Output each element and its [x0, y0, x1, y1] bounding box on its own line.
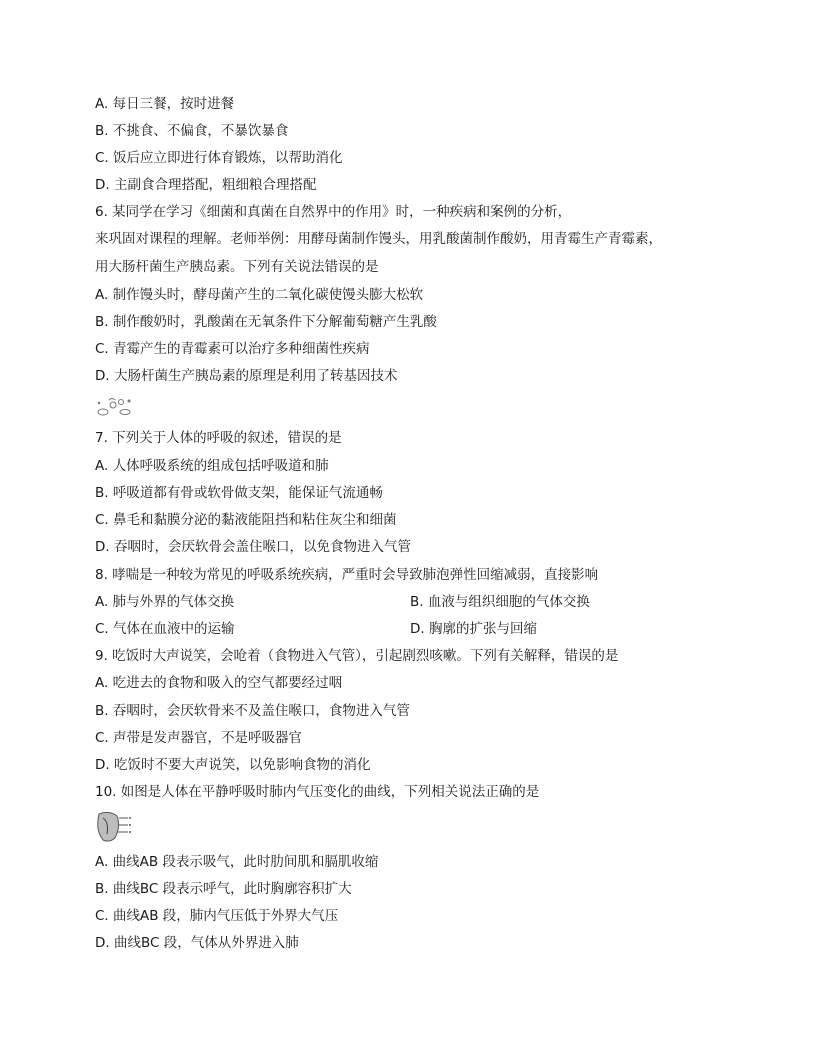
q6-stem-line-3: 用大肠杆菌生产胰岛素。下列有关说法错误的是 — [95, 259, 379, 275]
q8-option-d: D. 胸廓的扩张与回缩 — [410, 621, 537, 637]
q10-option-c: C. 曲线AB 段，肺内气压低于外界大气压 — [95, 908, 339, 924]
q8-option-c: C. 气体在血液中的运输 — [95, 621, 235, 637]
q5-option-b: B. 不挑食、不偏食，不暴饮暴食 — [95, 123, 289, 139]
q10-stem: 10. 如图是人体在平静呼吸时肺内气压变化的曲线，下列相关说法正确的是 — [95, 784, 540, 800]
q9-stem: 9. 吃饭时大声说笑，会呛着（食物进入气管），引起剧烈咳嗽。下列有关解释，错误的是 — [95, 648, 619, 664]
q9-option-c: C. 声带是发声器官，不是呼吸器官 — [95, 730, 303, 746]
q7-option-d: D. 吞咽时，会厌软骨会盖住喉口，以免食物进入气管 — [95, 539, 411, 555]
q7-option-c: C. 鼻毛和黏膜分泌的黏液能阻挡和粘住灰尘和细菌 — [95, 512, 397, 528]
q6-option-c: C. 青霉产生的青霉素可以治疗多种细菌性疾病 — [95, 341, 370, 357]
q9-option-b: B. 吞咽时，会厌软骨来不及盖住喉口，食物进入气管 — [95, 703, 410, 719]
q7-stem: 7. 下列关于人体的呼吸的叙述，错误的是 — [95, 430, 342, 446]
q8-stem: 8. 哮喘是一种较为常见的呼吸系统疾病，严重时会导致肺泡弹性回缩减弱，直接影响 — [95, 567, 599, 583]
q6-option-d: D. 大肠杆菌生产胰岛素的原理是利用了转基因技术 — [95, 368, 398, 384]
q5-option-a: A. 每日三餐，按时进餐 — [95, 96, 235, 112]
q7-option-b: B. 呼吸道都有骨或软骨做支架，能保证气流通畅 — [95, 485, 383, 501]
q8-option-b: B. 血液与组织细胞的气体交换 — [410, 594, 590, 610]
q8-option-a: A. 肺与外界的气体交换 — [95, 594, 235, 610]
q7-option-a: A. 人体呼吸系统的组成包括呼吸道和肺 — [95, 458, 329, 474]
q9-option-a: A. 吃进去的食物和吸入的空气都要经过咽 — [95, 675, 343, 691]
q10-option-b: B. 曲线BC 段表示呼气，此时胸廓容积扩大 — [95, 881, 352, 897]
q10-option-d: D. 曲线BC 段，气体从外界进入肺 — [95, 935, 299, 951]
q6-stem-line-1: 6. 某同学在学习《细菌和真菌在自然界中的作用》时，一种疾病和案例的分析， — [95, 204, 572, 220]
q10-option-a: A. 曲线AB 段表示吸气，此时肋间肌和膈肌收缩 — [95, 854, 379, 870]
q6-stem-line-2: 来巩固对课程的理解。老师举例：用酵母菌制作馒头，用乳酸菌制作酸奶，用青霉生产青霉素， — [95, 231, 662, 247]
lung-figure — [95, 810, 133, 844]
q9-option-d: D. 吃饭时不要大声说笑，以免影响食物的消化 — [95, 757, 371, 773]
q5-option-d: D. 主副食合理搭配，粗细粮合理搭配 — [95, 177, 317, 193]
bacteria-figure — [95, 396, 135, 418]
q6-option-a: A. 制作馒头时，酵母菌产生的二氧化碳使馒头膨大松软 — [95, 287, 424, 303]
q6-option-b: B. 制作酸奶时，乳酸菌在无氧条件下分解葡萄糖产生乳酸 — [95, 314, 437, 330]
q5-option-c: C. 饭后应立即进行体育锻炼，以帮助消化 — [95, 150, 343, 166]
